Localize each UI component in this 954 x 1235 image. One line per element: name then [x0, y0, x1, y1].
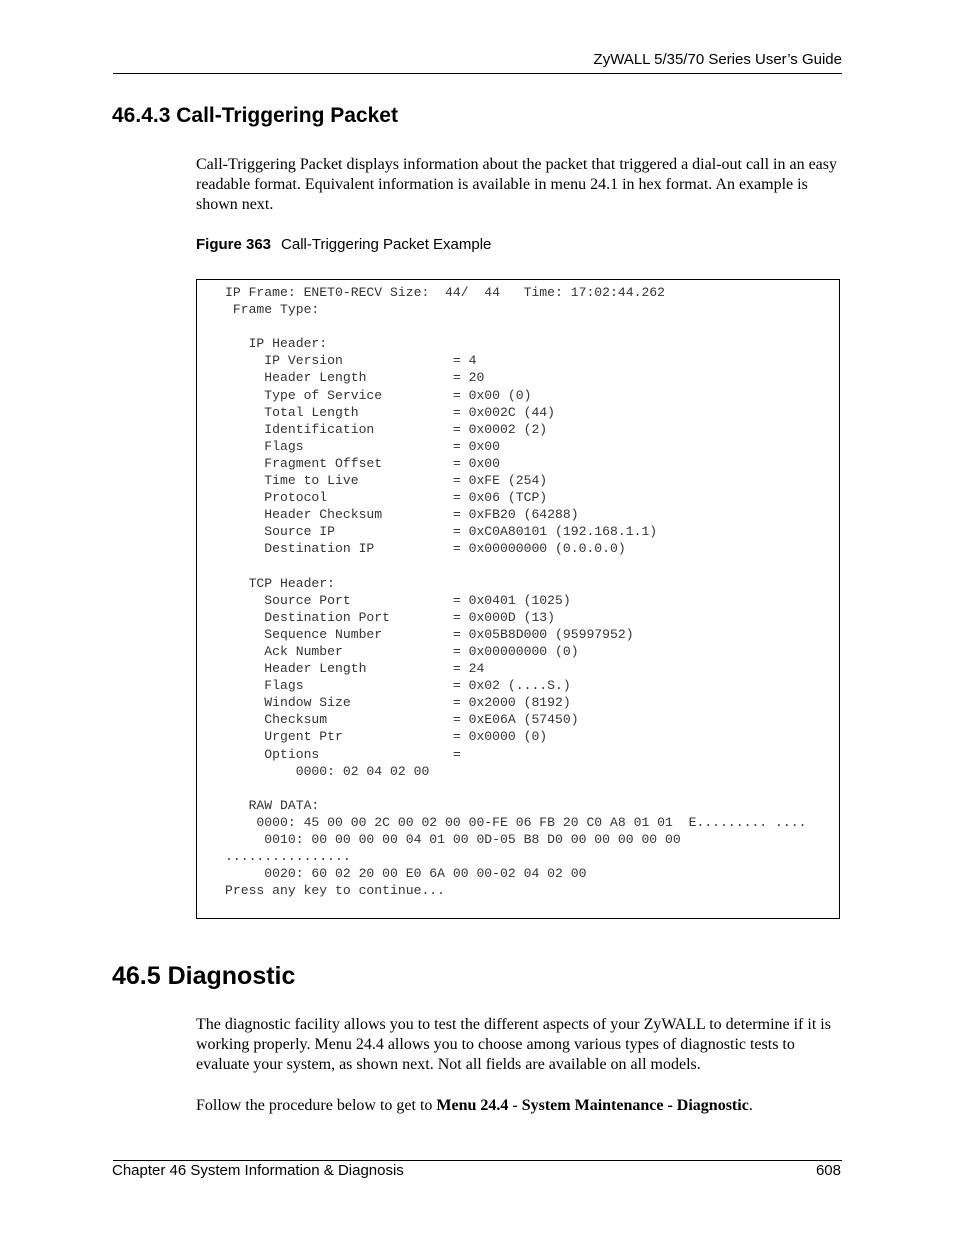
- section-heading: 46.5 Diagnostic: [112, 962, 296, 990]
- menu-reference: Menu 24.4 - System Maintenance - Diagnostic: [436, 1097, 749, 1114]
- header-rule: [113, 73, 842, 74]
- running-header-title: ZyWALL 5/35/70 Series User’s Guide: [593, 51, 842, 68]
- figure-caption: [196, 236, 491, 253]
- figure-number: Figure 363: [196, 236, 272, 253]
- code-example-box: [196, 279, 840, 919]
- diagnostic-paragraph: The diagnostic facility allows you to test the different aspects of your ZyWALL to determine if it is working properly. Menu 24.4 allows you to choose among various types of diagnostic tests to evaluate your system, as shown next. Not all fields are available on all models.: [196, 1016, 831, 1073]
- footer-page-number: 608: [815, 1162, 841, 1179]
- footer-chapter: Chapter 46 System Information & Diagnosis: [112, 1162, 404, 1179]
- procedure-paragraph: [196, 1096, 842, 1116]
- code-example-text: IP Frame: ENET0-RECV Size: 44/ 44 Time: 17:02:44.262 Frame Type: IP Header: IP Version = 4 Header Length = 20 Type of Service = 0x00 (0) Total Length = 0x002C (44) Identification = 0x0002 (2) Flags = 0x00 Fragment Offset = 0x00 Time to Live = 0xFE (254) Protocol = 0x06 (TCP) Header Checksum = 0xFB20 (64288) Source IP = 0xC0A80101 (192.168.1.1) Destination IP = 0x00000000 (0.0.0.0) TCP Header: Source Port = 0x0401 (1025) Destination Port = 0x000D (13) Sequence Number = 0x05B8D000 (95997952) Ack Number = 0x00000000 (0) Header Length = 24 Flags = 0x02 (....S.) Window Size = 0x2000 (8192) Checksum = 0xE06A (57450) Urgent Ptr = 0x0000 (0) Options = 0000: 02 04 02 00 RAW DATA: 0000: 45 00 00 2C 00 02 00 00-FE 06 FB 20 C0 A8 01 01 E......... .... 0010: 00 00 00 00 04 01 00 0D-05 B8 D0 00 00 00 00 00 ................ 0020: 60 02 20 00 E0 6A 00 00-02 04 02 00 Press any key to continue...: [225, 285, 807, 899]
- procedure-prefix: Follow the procedure below to get to: [196, 1097, 437, 1114]
- intro-paragraph: Call-Triggering Packet displays information about the packet that triggered a dial-out call in an easy readable format. Equivalent information is available in menu 24.1 in hex format. An example is shown next.: [196, 156, 838, 213]
- subsection-heading: 46.4.3 Call-Triggering Packet: [112, 104, 398, 127]
- procedure-suffix: .: [748, 1097, 753, 1114]
- figure-caption-text: Call-Triggering Packet Example: [281, 236, 492, 253]
- footer-rule: [113, 1160, 842, 1161]
